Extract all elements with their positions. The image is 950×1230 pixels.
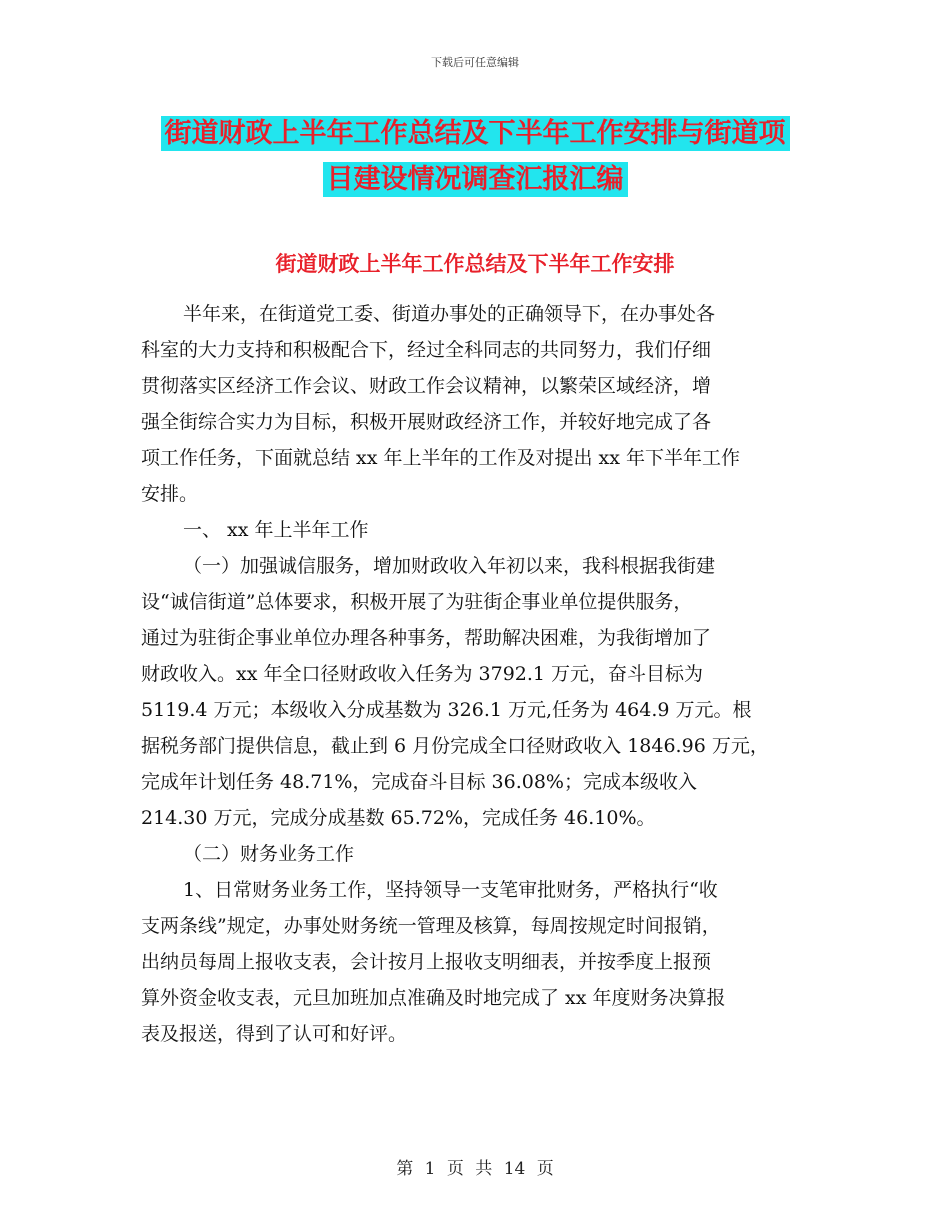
body-heading: 一、 xx 年上半年工作 [183, 519, 369, 541]
header-note: 下载后可任意编辑 [431, 56, 519, 69]
document-title-line-1: 街道财政上半年工作总结及下半年工作安排与街道项 [161, 116, 790, 151]
body-line: 表及报送，得到了认可和好评。 [141, 1023, 408, 1045]
body-text [141, 296, 821, 1052]
body-line: 财政收入。xx 年全口径财政收入任务为 3792.1 万元，奋斗目标为 [141, 663, 704, 685]
body-line: 半年来，在街道党工委、街道办事处的正确领导下，在办事处各 [183, 303, 716, 325]
body-line: 安排。 [141, 483, 199, 505]
body-line: 支两条线”规定，办事处财务统一管理及核算，每周按规定时间报销， [141, 915, 721, 937]
body-line: 出纳员每周上报收支表，会计按月上报收支明细表，并按季度上报预 [141, 951, 712, 973]
body-line: （一）加强诚信服务，增加财政收入年初以来，我科根据我街建 [183, 555, 716, 577]
body-line: 设“诚信街道”总体要求，积极开展了为驻街企事业单位提供服务， [141, 591, 693, 613]
body-line: 1、日常财务业务工作，坚持领导一支笔审批财务，严格执行“收 [183, 879, 718, 901]
body-line: 强全街综合实力为目标，积极开展财政经济工作，并较好地完成了各 [141, 411, 712, 433]
body-line: 算外资金收支表，元旦加班加点准确及时地完成了 xx 年度财务决算报 [141, 987, 726, 1009]
body-line: 5119.4 万元；本级收入分成基数为 326.1 万元,任务为 464.9 万元。根 [141, 699, 752, 721]
body-heading: （二）财务业务工作 [183, 843, 355, 865]
section-title: 街道财政上半年工作总结及下半年工作安排 [275, 252, 675, 276]
body-line: 项工作任务，下面就总结 xx 年上半年的工作及对提出 xx 年下半年工作 [141, 447, 741, 469]
page-footer: 第 1 页 共 14 页 [396, 1159, 554, 1179]
body-line: 科室的大力支持和积极配合下，经过全科同志的共同努力，我们仔细 [141, 339, 712, 361]
body-line: 通过为驻街企事业单位办理各种事务，帮助解决困难，为我街增加了 [141, 627, 712, 649]
document-title-line-2: 目建设情况调查汇报汇编 [323, 162, 628, 197]
body-line: 完成年计划任务 48.71%，完成奋斗目标 36.08%；完成本级收入 [141, 771, 697, 793]
document-title [0, 112, 950, 202]
body-line: 214.30 万元，完成分成基数 65.72%，完成任务 46.10%。 [141, 807, 656, 829]
body-line: 据税务部门提供信息，截止到 6 月份完成全口径财政收入 1846.96 万元， [141, 735, 769, 757]
body-line: 贯彻落实区经济工作会议、财政工作会议精神，以繁荣区域经济，增 [141, 375, 712, 397]
